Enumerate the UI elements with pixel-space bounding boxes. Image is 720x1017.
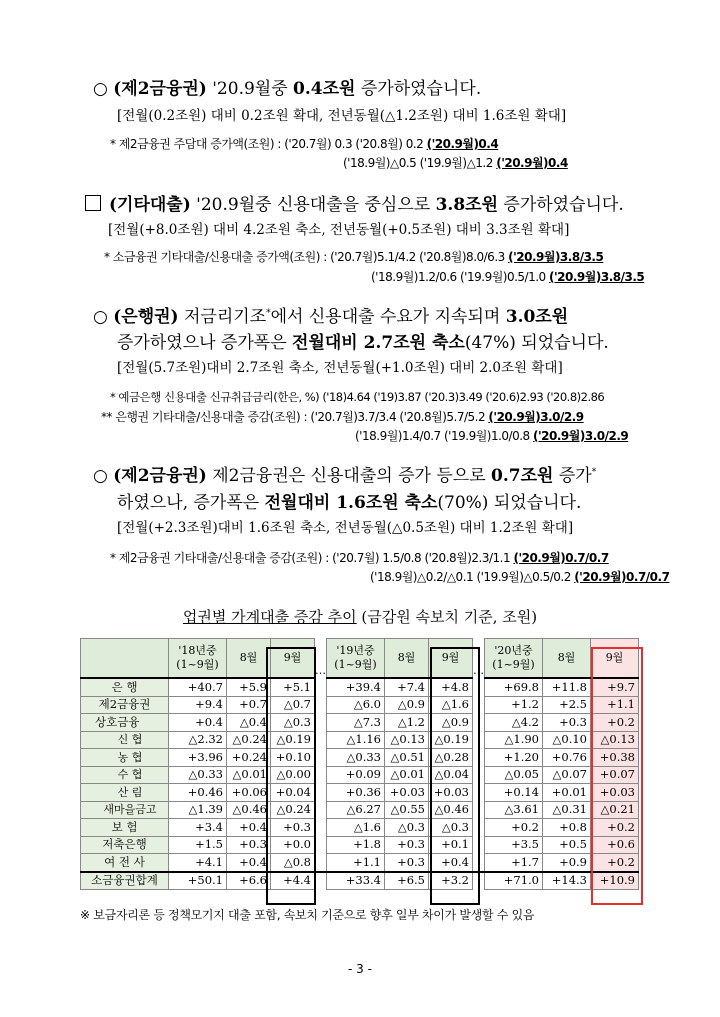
- header-corner: [81, 639, 169, 679]
- table-cell: △0.3: [429, 819, 473, 837]
- table-cell: △0.7: [271, 696, 315, 714]
- section-1-amount: 0.4조원: [293, 79, 356, 99]
- table-cell: +9.7: [591, 678, 639, 696]
- table-cell: △0.9: [429, 714, 473, 732]
- table-cell: +3.5: [485, 836, 543, 854]
- note-label: ** 은행권 기타대출/신용대출 증감(조원) : ('20.7월)3.7/3.4 ('20.8월)5.7/5.2: [101, 410, 489, 424]
- table-cell: △0.9: [385, 696, 429, 714]
- table-cell: +0.2: [591, 714, 639, 732]
- row-label: 새마을금고: [81, 801, 169, 819]
- gap-cell: [315, 784, 327, 802]
- table-cell: +0.2: [591, 819, 639, 837]
- row-label: 저축은행: [81, 836, 169, 854]
- table-cell: +1.1: [591, 696, 639, 714]
- table-cell: +3.96: [169, 749, 227, 767]
- table-cell: △1.6: [429, 696, 473, 714]
- column-header: 8월: [543, 639, 591, 679]
- table-row: [81, 836, 639, 854]
- table-cell: △6.0: [327, 696, 385, 714]
- table-cell: △0.00: [271, 766, 315, 784]
- table-cell: +0.03: [429, 784, 473, 802]
- table-cell: +0.04: [271, 784, 315, 802]
- row-label: 보 험: [81, 819, 169, 837]
- gap-cell: [315, 766, 327, 784]
- table-title-note: (금감원 속보치 기준, 조원): [356, 608, 538, 626]
- table-cell: +0.3: [543, 714, 591, 732]
- gap-cell: [315, 714, 327, 732]
- table-cell: +1.7: [485, 854, 543, 872]
- table-row: [81, 714, 639, 732]
- table-cell: △0.3: [385, 819, 429, 837]
- row-label: 수 협: [81, 766, 169, 784]
- section-3-detail: [전월(5.7조원)대비 2.7조원 축소, 전년동월(+1.0조원) 대비 2.0조원 확대]: [117, 360, 563, 376]
- bullet-icon: ○: [93, 307, 108, 327]
- gap-cell: [315, 836, 327, 854]
- table-cell: △0.24: [271, 801, 315, 819]
- table-cell: △0.31: [543, 801, 591, 819]
- table-cell: +0.4: [429, 854, 473, 872]
- section-3-text-b: 에서 신용대출 수요가 지속되며: [270, 307, 506, 327]
- table-cell: +5.9: [227, 678, 271, 696]
- table-cell: +0.4: [227, 854, 271, 872]
- table-cell: +0.01: [543, 784, 591, 802]
- table-cell: △1.2: [385, 714, 429, 732]
- table-cell: +0.03: [591, 784, 639, 802]
- section-1-heading: [93, 74, 481, 99]
- section-1-text-a: '20.9월중: [206, 79, 294, 99]
- header-ellipsis: …: [315, 639, 327, 679]
- table-cell: △0.3: [271, 714, 315, 732]
- header-ellipsis: …: [473, 639, 485, 679]
- table-cell: +0.07: [591, 766, 639, 784]
- section-3-text-a: 저금리기조: [178, 307, 267, 327]
- gap-cell: [473, 714, 485, 732]
- footnote-star: *: [591, 467, 597, 478]
- table-cell: △1.39: [169, 801, 227, 819]
- page-number: - 3 -: [348, 962, 372, 976]
- table-cell: +0.7: [227, 696, 271, 714]
- gap-cell: [473, 819, 485, 837]
- section-2-amount: 3.8조원: [435, 195, 498, 215]
- table-cell: +2.5: [543, 696, 591, 714]
- section-4-detail: [전월(+2.3조원)대비 1.6조원 축소, 전년동월(△0.5조원) 대비 1.2조원 확대]: [117, 520, 574, 536]
- gap-cell: [315, 678, 327, 696]
- table-cell: +0.3: [227, 836, 271, 854]
- line2-c: (70%) 되었습니다.: [437, 493, 582, 513]
- table-row: [81, 766, 639, 784]
- column-header: 8월: [385, 639, 429, 679]
- table-cell: +0.3: [385, 836, 429, 854]
- note-label: * 제2금융권 기타대출/신용대출 증감(조원) : ('20.7월) 1.5/0.8 ('20.8월)2.3/1.1: [110, 551, 514, 565]
- note-label: * 소금융권 기타대출/신용대출 증가액(조원) : ('20.7월)5.1/4.2 ('20.8월)8.0/6.3: [104, 250, 509, 264]
- gap-cell: [315, 749, 327, 767]
- note-line2: ('18.9월)1.2/0.6 ('19.9월)0.5/1.0: [371, 270, 549, 284]
- table-cell: △0.13: [591, 731, 639, 749]
- table-cell: +4.1: [169, 854, 227, 872]
- gap-cell: [473, 836, 485, 854]
- section-4-heading: [93, 461, 596, 486]
- note-emphasis: ('20.9월)3.0/2.9: [533, 429, 629, 443]
- table-cell: +3.4: [169, 819, 227, 837]
- section-3-amount: 3.0조원: [505, 307, 569, 327]
- section-3-note-1: * 예금은행 신용대출 신규취급금리(한은, %) ('18)4.64 ('19)3.87 ('20.3)3.49 ('20.6)2.93 ('20.8)2.86: [110, 390, 605, 404]
- table-cell: +0.5: [543, 836, 591, 854]
- table-cell: +33.4: [327, 872, 385, 890]
- table-cell: +0.14: [485, 784, 543, 802]
- note-line2: ('18.9월)△0.2/△0.1 ('19.9월)△0.5/0.2: [370, 570, 575, 584]
- table-cell: △0.19: [271, 731, 315, 749]
- table-cell: +5.1: [271, 678, 315, 696]
- gap-cell: [473, 696, 485, 714]
- table-cell: +0.6: [591, 836, 639, 854]
- table-cell: +1.8: [327, 836, 385, 854]
- note-emphasis: ('20.9월)0.7/0.7: [513, 551, 609, 565]
- section-3-note-2-line2: [355, 427, 628, 444]
- gap-cell: [315, 731, 327, 749]
- table-cell: +7.4: [385, 678, 429, 696]
- table-cell: △1.16: [327, 731, 385, 749]
- column-header: '18년중 (1~9월): [169, 639, 227, 679]
- table-cell: +50.1: [169, 872, 227, 890]
- row-label: 은 행: [81, 678, 169, 696]
- line2-b: 전월대비 1.6조원 축소: [264, 493, 438, 513]
- column-header: 9월: [271, 639, 315, 679]
- row-label: 제2금융권: [81, 696, 169, 714]
- table-cell: △0.33: [327, 749, 385, 767]
- table-cell: +1.5: [169, 836, 227, 854]
- section-1-note-line2: [343, 154, 568, 171]
- table-cell: +4.4: [271, 872, 315, 890]
- table-cell: +0.2: [591, 854, 639, 872]
- table-row: [81, 678, 639, 696]
- checkbox-square-icon: [85, 195, 101, 211]
- table-row: [81, 872, 639, 890]
- table-row: [81, 819, 639, 837]
- table-cell: △0.07: [543, 766, 591, 784]
- bullet-icon: ○: [93, 79, 108, 99]
- section-4-note: [110, 549, 609, 566]
- table-title: [0, 606, 720, 627]
- table-cell: △0.01: [385, 766, 429, 784]
- section-4-text-b: 증가: [553, 466, 592, 486]
- note-label: * 제2금융권 주담대 증가액(조원) : ('20.7월) 0.3 ('20.8월) 0.2: [110, 137, 427, 151]
- section-4-text-a: 제2금융권은 신용대출의 증가 등으로: [206, 466, 492, 486]
- table-cell: △0.24: [227, 731, 271, 749]
- line2-b: 전월대비 2.7조원 축소: [292, 333, 465, 353]
- table-cell: +1.2: [485, 696, 543, 714]
- table-cell: +0.24: [227, 749, 271, 767]
- household-loan-table: [80, 638, 639, 890]
- table-cell: +9.4: [169, 696, 227, 714]
- section-2-text-b: 증가하였습니다.: [498, 195, 624, 215]
- table-cell: △0.04: [429, 766, 473, 784]
- section-1-tag: (제2금융권): [113, 79, 207, 99]
- table-cell: △1.90: [485, 731, 543, 749]
- section-2-tag: (기타대출): [109, 195, 191, 215]
- gap-cell: [315, 801, 327, 819]
- table-cell: +0.1: [429, 836, 473, 854]
- table-cell: +40.7: [169, 678, 227, 696]
- table-cell: +1.1: [327, 854, 385, 872]
- note-emphasis: ('20.9월)0.7/0.7: [574, 570, 670, 584]
- note-emphasis: ('20.9월)3.8/3.5: [549, 270, 645, 284]
- gap-cell: [473, 801, 485, 819]
- column-header: 9월: [429, 639, 473, 679]
- section-2-heading: [85, 190, 624, 215]
- gap-cell: [473, 749, 485, 767]
- table-cell: △3.61: [485, 801, 543, 819]
- table-cell: +0.4: [227, 819, 271, 837]
- table-cell: +0.03: [385, 784, 429, 802]
- gap-cell: [473, 784, 485, 802]
- table-cell: +69.8: [485, 678, 543, 696]
- table-cell: +11.8: [543, 678, 591, 696]
- footnote-star: *: [266, 308, 271, 319]
- table-cell: △0.46: [227, 801, 271, 819]
- gap-cell: [473, 678, 485, 696]
- table-row: [81, 731, 639, 749]
- table-cell: +0.36: [327, 784, 385, 802]
- table-row: [81, 784, 639, 802]
- gap-cell: [473, 854, 485, 872]
- table-cell: +6.5: [385, 872, 429, 890]
- table-cell: +0.46: [169, 784, 227, 802]
- table-cell: △0.21: [591, 801, 639, 819]
- section-4-line2: [117, 488, 581, 513]
- gap-cell: [473, 872, 485, 890]
- table-cell: △1.6: [327, 819, 385, 837]
- table-cell: +14.3: [543, 872, 591, 890]
- table-row: [81, 696, 639, 714]
- gap-cell: [315, 872, 327, 890]
- table-cell: +0.8: [543, 819, 591, 837]
- table-cell: +0.9: [543, 854, 591, 872]
- table-cell: +0.3: [271, 819, 315, 837]
- bullet-icon: ○: [93, 466, 108, 486]
- line2-c: (47%) 되었습니다.: [464, 333, 609, 353]
- table-cell: +39.4: [327, 678, 385, 696]
- note-emphasis: ('20.9월)3.8/3.5: [508, 250, 604, 264]
- table-cell: △0.51: [385, 749, 429, 767]
- table-cell: △0.01: [227, 766, 271, 784]
- row-label: 상호금융: [81, 714, 169, 732]
- gap-cell: [315, 854, 327, 872]
- table-row: [81, 749, 639, 767]
- row-label: 산 림: [81, 784, 169, 802]
- row-label: 신 협: [81, 731, 169, 749]
- section-1-text-b: 증가하였습니다.: [355, 79, 482, 99]
- note-line2: ('18.9월)1.4/0.7 ('19.9월)1.0/0.8: [355, 429, 533, 443]
- table-cell: +0.3: [385, 854, 429, 872]
- table-footnote: ※ 보금자리론 등 정책모기지 대출 포함, 속보치 기준으로 향후 일부 차이가 발생할 수 있음: [80, 908, 535, 922]
- table-cell: △0.55: [385, 801, 429, 819]
- table-cell: △6.27: [327, 801, 385, 819]
- table-cell: △0.19: [429, 731, 473, 749]
- table-cell: △0.05: [485, 766, 543, 784]
- gap-cell: [315, 696, 327, 714]
- table-cell: +6.6: [227, 872, 271, 890]
- table-title-main: 업권별 가계대출 증감 추이: [182, 608, 357, 626]
- column-header: 9월: [591, 639, 639, 679]
- table-cell: △0.10: [543, 731, 591, 749]
- line2-a: 증가하였으나 증가폭은: [117, 333, 293, 353]
- table-cell: +0.38: [591, 749, 639, 767]
- section-4-tag: (제2금융권): [113, 466, 207, 486]
- table-cell: △0.8: [271, 854, 315, 872]
- section-1-note: [110, 135, 498, 152]
- section-2-note-line2: [371, 268, 644, 285]
- note-emphasis: ('20.9월)0.4: [496, 156, 568, 170]
- note-emphasis: ('20.9월)3.0/2.9: [488, 410, 584, 424]
- table-cell: △4.2: [485, 714, 543, 732]
- section-3-line2: [117, 328, 609, 353]
- table-cell: △7.3: [327, 714, 385, 732]
- column-header: '20년중 (1~9월): [485, 639, 543, 679]
- gap-cell: [473, 766, 485, 784]
- table-row: [81, 801, 639, 819]
- table-cell: +0.0: [271, 836, 315, 854]
- table-cell: +0.4: [169, 714, 227, 732]
- table-row: [81, 854, 639, 872]
- row-label: 여 전 사: [81, 854, 169, 872]
- table-cell: +0.76: [543, 749, 591, 767]
- table-cell: △0.13: [385, 731, 429, 749]
- table-cell: +0.10: [271, 749, 315, 767]
- row-label: 소금융권합계: [81, 872, 169, 890]
- section-3-heading: [93, 302, 568, 327]
- line2-a: 하였으나, 증가폭은: [117, 493, 265, 513]
- gap-cell: [473, 731, 485, 749]
- table-cell: +3.2: [429, 872, 473, 890]
- section-3-tag: (은행권): [113, 307, 179, 327]
- table-cell: △2.32: [169, 731, 227, 749]
- section-2-detail: [전월(+8.0조원) 대비 4.2조원 축소, 전년동월(+0.5조원) 대비 3.3조원 확대]: [108, 222, 570, 238]
- gap-cell: [315, 819, 327, 837]
- table-header-row: [81, 639, 639, 679]
- section-1-detail: [전월(0.2조원) 대비 0.2조원 확대, 전년동월(△1.2조원) 대비 1.6조원 확대]: [117, 108, 567, 124]
- row-label: 농 협: [81, 749, 169, 767]
- note-emphasis: ('20.9월)0.4: [426, 137, 499, 151]
- table-cell: △0.28: [429, 749, 473, 767]
- table-cell: △0.33: [169, 766, 227, 784]
- section-4-note-line2: [370, 568, 669, 585]
- table-cell: +0.2: [485, 819, 543, 837]
- column-header: 8월: [227, 639, 271, 679]
- table-cell: △0.4: [227, 714, 271, 732]
- table-cell: +1.20: [485, 749, 543, 767]
- column-header: '19년중 (1~9월): [327, 639, 385, 679]
- note-line2: ('18.9월)△0.5 ('19.9월)△1.2: [343, 156, 497, 170]
- table-cell: +0.06: [227, 784, 271, 802]
- section-3-note-2: [101, 408, 584, 425]
- table-cell: +4.8: [429, 678, 473, 696]
- table-cell: +0.09: [327, 766, 385, 784]
- section-2-note: [104, 248, 603, 265]
- section-4-amount: 0.7조원: [491, 466, 554, 486]
- table-cell: △0.46: [429, 801, 473, 819]
- table-cell: +71.0: [485, 872, 543, 890]
- table-cell: +10.9: [591, 872, 639, 890]
- section-2-text-a: '20.9월중 신용대출을 중심으로: [190, 195, 436, 215]
